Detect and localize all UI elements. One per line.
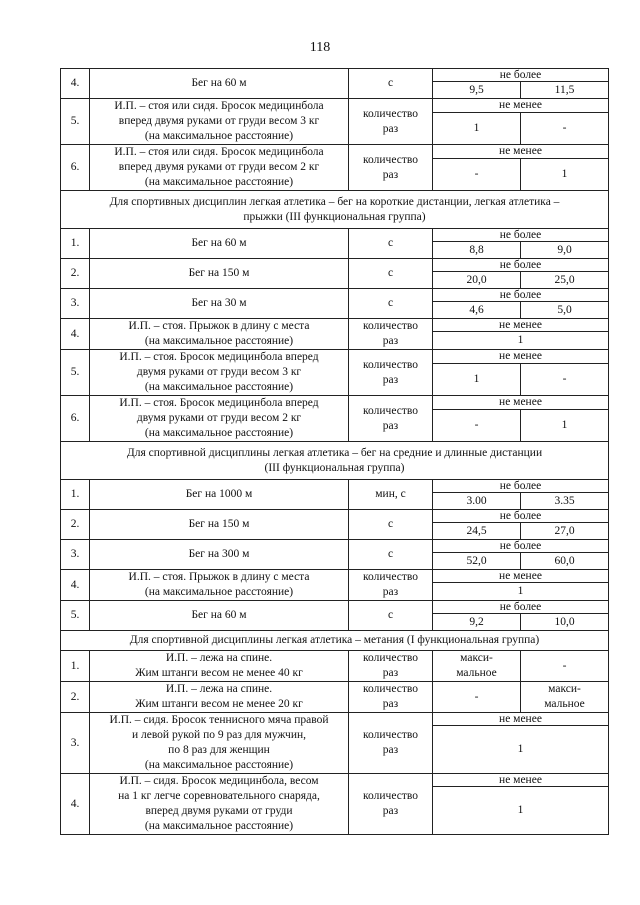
value-cell: 1 [433, 112, 521, 144]
unit-cell: с [349, 510, 433, 540]
condition-label: не более [433, 289, 609, 302]
condition-label: не более [433, 540, 609, 553]
value-cell: 9,5 [433, 82, 521, 99]
unit-cell: количество раз [349, 713, 433, 774]
condition-label: не более [433, 480, 609, 493]
table-row [61, 570, 609, 583]
value-cell: - [521, 363, 609, 395]
test-name: И.П. – лежа на спине. Жим штанги весом не менее 40 кг [90, 651, 349, 682]
row-number: 3. [61, 713, 90, 774]
table-row [61, 651, 609, 682]
unit-cell: количество раз [349, 774, 433, 835]
row-number: 6. [61, 396, 90, 442]
condition-label: не менее [433, 713, 609, 726]
section-heading: Для спортивных дисциплин легкая атлетика – бег на короткие дистанции, легкая атлетика – прыжки (III функциональная группа) [61, 191, 609, 229]
test-name: И.П. – сидя. Бросок медицинбола, весом на 1 кг легче соревновательного снаряда, вперед двумя руками от груди (на максимальное расстояние) [90, 774, 349, 835]
unit-cell: с [349, 259, 433, 289]
table-row [61, 601, 609, 614]
table-row [61, 774, 609, 787]
value-cell: 25,0 [521, 272, 609, 289]
test-name: И.П. – лежа на спине. Жим штанги весом не менее 20 кг [90, 682, 349, 713]
test-name: Бег на 30 м [90, 289, 349, 319]
unit-cell: количество раз [349, 396, 433, 442]
value-cell: - [433, 158, 521, 190]
value-cell: макси- мальное [521, 682, 609, 713]
test-name: И.П. – сидя. Бросок теннисного мяча правой и левой рукой по 9 раз для мужчин, по 8 раз для женщин (на максимальное расстояние) [90, 713, 349, 774]
test-name: Бег на 60 м [90, 601, 349, 631]
value-cell: 1 [521, 409, 609, 441]
condition-label: не более [433, 259, 609, 272]
row-number: 2. [61, 510, 90, 540]
condition-label: не менее [433, 319, 609, 332]
value-cell: 3.00 [433, 493, 521, 510]
value-cell: 11,5 [521, 82, 609, 99]
unit-cell: количество раз [349, 682, 433, 713]
test-name: И.П. – стоя или сидя. Бросок медицинбола вперед двумя руками от груди весом 2 кг (на максимальное расстояние) [90, 145, 349, 191]
value-cell: 1 [433, 787, 609, 835]
row-number: 4. [61, 319, 90, 350]
unit-cell: с [349, 69, 433, 99]
table-row [61, 713, 609, 726]
value-cell: 1 [433, 363, 521, 395]
test-name: Бег на 60 м [90, 69, 349, 99]
row-number: 3. [61, 540, 90, 570]
value-cell: - [433, 682, 521, 713]
row-number: 1. [61, 480, 90, 510]
test-name: Бег на 60 м [90, 229, 349, 259]
value-cell: 10,0 [521, 614, 609, 631]
value-cell: 60,0 [521, 553, 609, 570]
section-heading-row [61, 191, 609, 229]
condition-label: не менее [433, 396, 609, 410]
value-cell: 9,2 [433, 614, 521, 631]
condition-label: не менее [433, 145, 609, 159]
row-number: 4. [61, 774, 90, 835]
page-number: 118 [309, 40, 331, 55]
row-number: 1. [61, 229, 90, 259]
test-name: И.П. – стоя. Прыжок в длину с места (на максимальное расстояние) [90, 319, 349, 350]
row-number: 6. [61, 145, 90, 191]
section-heading: Для спортивной дисциплины легкая атлетика – бег на средние и длинные дистанции (III функциональная группа) [61, 442, 609, 480]
unit-cell: с [349, 540, 433, 570]
value-cell: - [521, 651, 609, 682]
table-row [61, 396, 609, 410]
value-cell: 8,8 [433, 242, 521, 259]
value-cell: - [433, 409, 521, 441]
row-number: 5. [61, 601, 90, 631]
condition-label: не менее [433, 350, 609, 364]
value-cell: 9,0 [521, 242, 609, 259]
condition-label: не менее [433, 570, 609, 583]
value-cell: 27,0 [521, 523, 609, 540]
table-row [61, 229, 609, 242]
row-number: 4. [61, 570, 90, 601]
value-cell: 1 [433, 583, 609, 601]
unit-cell: количество раз [349, 350, 433, 396]
unit-cell: мин, с [349, 480, 433, 510]
value-cell: 1 [521, 158, 609, 190]
value-cell: 3.35 [521, 493, 609, 510]
condition-label: не более [433, 229, 609, 242]
unit-cell: количество раз [349, 145, 433, 191]
value-cell: 20,0 [433, 272, 521, 289]
test-name: И.П. – стоя. Прыжок в длину с места (на максимальное расстояние) [90, 570, 349, 601]
table-row [61, 540, 609, 553]
table-row [61, 510, 609, 523]
table-row [61, 259, 609, 272]
condition-label: не более [433, 601, 609, 614]
row-number: 2. [61, 682, 90, 713]
table-row [61, 99, 609, 113]
row-number: 5. [61, 99, 90, 145]
unit-cell: количество раз [349, 570, 433, 601]
value-cell: 4,6 [433, 302, 521, 319]
unit-cell: количество раз [349, 319, 433, 350]
value-cell: - [521, 112, 609, 144]
unit-cell: с [349, 229, 433, 259]
unit-cell: количество раз [349, 99, 433, 145]
value-cell: 24,5 [433, 523, 521, 540]
test-name: Бег на 150 м [90, 510, 349, 540]
test-name: И.П. – стоя или сидя. Бросок медицинбола вперед двумя руками от груди весом 3 кг (на максимальное расстояние) [90, 99, 349, 145]
table-row [61, 682, 609, 713]
row-number: 5. [61, 350, 90, 396]
row-number: 3. [61, 289, 90, 319]
section-heading-row [61, 631, 609, 651]
row-number: 1. [61, 651, 90, 682]
value-cell: 1 [433, 332, 609, 350]
section-heading-row [61, 442, 609, 480]
section-heading: Для спортивной дисциплины легкая атлетика – метания (I функциональная группа) [61, 631, 609, 651]
condition-label: не менее [433, 774, 609, 787]
condition-label: не более [433, 510, 609, 523]
value-cell: 5,0 [521, 302, 609, 319]
table-row [61, 350, 609, 364]
test-name: Бег на 300 м [90, 540, 349, 570]
standards-table [60, 68, 609, 835]
unit-cell: количество раз [349, 651, 433, 682]
test-name: И.П. – стоя. Бросок медицинбола вперед двумя руками от груди весом 2 кг (на максимальное расстояние) [90, 396, 349, 442]
test-name: И.П. – стоя. Бросок медицинбола вперед двумя руками от груди весом 3 кг (на максимальное расстояние) [90, 350, 349, 396]
unit-cell: с [349, 289, 433, 319]
row-number: 4. [61, 69, 90, 99]
table-row [61, 289, 609, 302]
unit-cell: с [349, 601, 433, 631]
table-row [61, 145, 609, 159]
value-cell: макси- мальное [433, 651, 521, 682]
condition-label: не менее [433, 99, 609, 113]
table-row [61, 319, 609, 332]
value-cell: 52,0 [433, 553, 521, 570]
test-name: Бег на 150 м [90, 259, 349, 289]
row-number: 2. [61, 259, 90, 289]
table-row [61, 480, 609, 493]
value-cell: 1 [433, 726, 609, 774]
table-row [61, 69, 609, 82]
test-name: Бег на 1000 м [90, 480, 349, 510]
condition-label: не более [433, 69, 609, 82]
